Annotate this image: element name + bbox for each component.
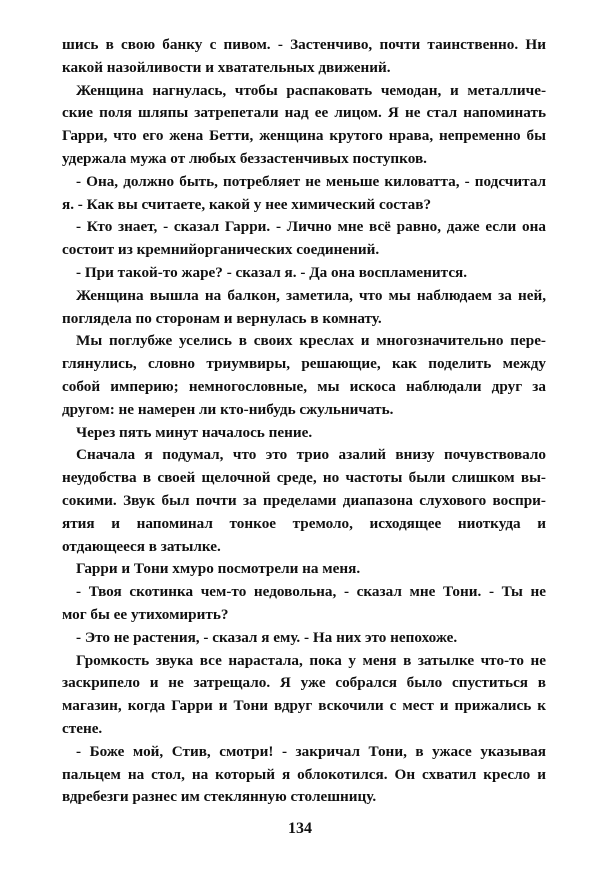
text-line: - При такой-то жаре? - сказал я. - Да она воспламенится. bbox=[76, 263, 468, 281]
text-line: заскрипело и не затрещало. Я уже собрался было спуститься в bbox=[62, 674, 546, 692]
text-line: Громкость звука все нарастала, пока у меня в затылке что-то не bbox=[76, 651, 546, 669]
text-line: Сначала я подумал, что это трио азалий внизу почувствовало bbox=[76, 446, 546, 464]
text-line: стене. bbox=[62, 719, 103, 737]
page-number: 134 bbox=[288, 820, 312, 837]
text-line: шись в свою банку с пивом. - Застенчиво, почти таинственно. Ни bbox=[62, 36, 546, 53]
text-line: состоит из кремнийорганических соединений. bbox=[62, 241, 380, 259]
text-line: - Она, должно быть, потребляет не меньше киловатта, - подсчитал bbox=[76, 172, 546, 190]
text-line: ские поля шляпы затрепетали над ее лицом. Я не стал напоминать bbox=[62, 104, 546, 122]
text-line: Через пять минут началось пение. bbox=[76, 423, 313, 441]
book-page-text bbox=[62, 34, 546, 809]
text-line: - Кто знает, - сказал Гарри. - Лично мне всё равно, даже если она bbox=[76, 218, 546, 236]
text-line: глянулись, словно триумвиры, решающие, как поделить между bbox=[62, 355, 546, 373]
text-line: Мы поглубже уселись в своих креслах и многозначительно пере- bbox=[76, 332, 546, 350]
text-line: неудобства в своей щелочной среде, но частоты были слишком вы- bbox=[62, 469, 546, 487]
text-line: Гарри и Тони хмуро посмотрели на меня. bbox=[76, 560, 361, 578]
text-line: собой империю; немногословные, мы искоса наблюдали друг за bbox=[62, 377, 546, 395]
text-line: - Это не растения, - сказал я ему. - На них это непохоже. bbox=[76, 628, 458, 646]
text-line: - Твоя скотинка чем-то недовольна, - сказал мне Тони. - Ты не bbox=[76, 583, 546, 601]
text-line: - Боже мой, Стив, смотри! - закричал Тони, в ужасе указывая bbox=[76, 742, 546, 760]
text-line: сокими. Звук был почти за пределами диапазона слухового воспри- bbox=[62, 491, 546, 509]
text-line: я. - Как вы считаете, какой у нее химический состав? bbox=[62, 195, 432, 213]
text-line: пальцем на стол, на который я облокотился. Он схватил кресло и bbox=[62, 765, 546, 783]
text-line: другом: не намерен ли кто-нибудь сжульничать. bbox=[62, 400, 394, 418]
text-line: поглядела по сторонам и вернулась в комнату. bbox=[62, 309, 382, 327]
text-line: какой назойливости и хватательных движений. bbox=[62, 58, 391, 76]
text-line: мог бы ее утихомирить? bbox=[62, 605, 229, 623]
text-line: ятия и напоминал тонкое тремоло, исходящее ниоткуда и bbox=[62, 514, 546, 532]
text-line: Женщина вышла на балкон, заметила, что мы наблюдаем за ней, bbox=[76, 286, 546, 304]
text-line: отдающееся в затылке. bbox=[62, 537, 221, 555]
text-line: Гарри, что его жена Бетти, женщина крутого нрава, непременно бы bbox=[62, 127, 546, 145]
text-line: вдребезги разнес им стеклянную столешницу. bbox=[62, 788, 377, 806]
text-line: Женщина нагнулась, чтобы распаковать чемодан, и металличе- bbox=[76, 81, 546, 99]
text-line: удержала мужа от любых беззастенчивых поступков. bbox=[62, 149, 427, 167]
text-line: магазин, когда Гарри и Тони вдруг вскочили с мест и прижались к bbox=[62, 697, 546, 715]
